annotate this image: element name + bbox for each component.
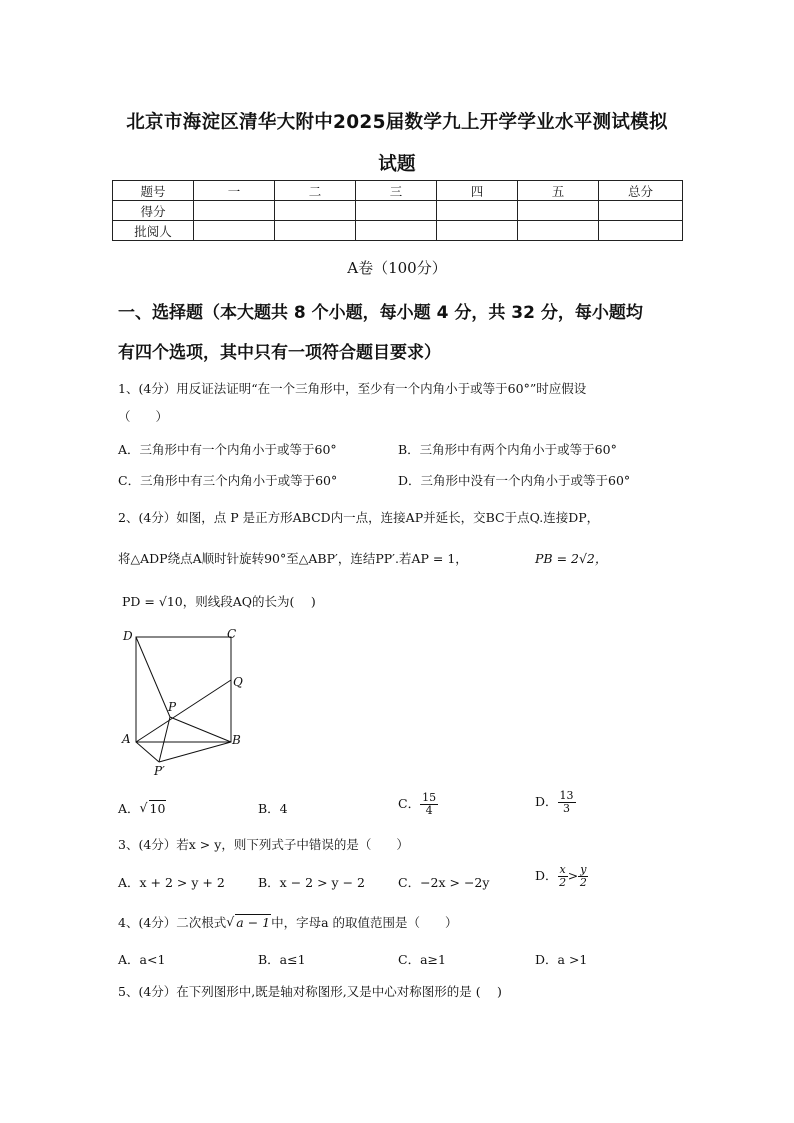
score-table-header-cell: 四 — [437, 181, 518, 201]
label-d: D — [123, 629, 133, 643]
option-a-radicand: 10 — [149, 801, 166, 816]
segment-pb — [170, 717, 231, 742]
label-q: Q — [233, 675, 243, 689]
question-3-option-a: A．x + 2 > y + 2 — [118, 875, 225, 890]
question-2-line3: PD = √10，则线段AQ的长为( ) — [122, 594, 316, 609]
score-table — [112, 180, 683, 241]
question-4-stem-a: 4、(4分）二次根式 — [118, 915, 227, 930]
question-2-option-d — [535, 790, 576, 815]
reviewer-cell — [437, 221, 518, 241]
segment-bp-prime — [159, 742, 231, 762]
score-table-header-cell: 三 — [356, 181, 437, 201]
score-cell — [599, 201, 683, 221]
question-4-radicand: a − 1 — [236, 915, 271, 930]
option-d-denominator: 3 — [563, 802, 571, 815]
score-cell — [356, 201, 437, 221]
option-d-left-denominator: 2 — [559, 876, 567, 889]
question-3-option-d — [535, 864, 588, 889]
score-cell — [275, 201, 356, 221]
label-a: A — [122, 732, 131, 746]
reviewer-cell — [275, 221, 356, 241]
score-table-header-cell: 总分 — [599, 181, 683, 201]
reviewer-cell — [194, 221, 275, 241]
question-4-option-b: B．a≤1 — [258, 952, 306, 967]
question-3-option-c: C．−2x > −2y — [398, 875, 490, 890]
score-cell — [437, 201, 518, 221]
score-cell — [518, 201, 599, 221]
score-cell — [194, 201, 275, 221]
question-5-stem: 5、(4分）在下列图形中,既是轴对称图形,又是中心对称图形的是 ( ) — [118, 984, 502, 999]
option-d-operator: > — [567, 868, 579, 883]
option-d-right-numerator: y — [580, 863, 587, 876]
segment-ap-prime — [136, 742, 159, 762]
page-title-line2: 试题 — [378, 154, 416, 175]
question-4-option-a: A．a<1 — [118, 952, 166, 967]
question-1-stem: 1、(4分）用反证法证明“在一个三角形中，至少有一个内角小于或等于60°”时应假设 — [118, 381, 587, 396]
question-4-option-d: D．a >1 — [535, 952, 588, 967]
score-table-header-cell: 一 — [194, 181, 275, 201]
score-table-row — [113, 201, 683, 221]
score-table-header-cell: 二 — [275, 181, 356, 201]
reviewer-cell — [599, 221, 683, 241]
question-2-line2: 将△ADP绕点A顺时针旋转90°至△ABP′，连结PP′.若AP = 1， — [118, 551, 468, 566]
option-c-prefix: C． — [398, 796, 421, 811]
option-d-right-denominator: 2 — [579, 876, 587, 889]
segment-aq — [136, 680, 231, 742]
score-table-header-cell: 题号 — [113, 181, 194, 201]
question-4-stem-b: 中，字母a 的取值范围是（ ） — [271, 915, 458, 930]
option-d-prefix: D． — [535, 868, 558, 883]
question-4-option-c: C．a≥1 — [398, 952, 446, 967]
option-a-prefix: A． — [118, 801, 140, 816]
segment-dp — [136, 637, 170, 717]
score-table-row — [113, 221, 683, 241]
option-d-left-numerator: x — [559, 863, 566, 876]
volume-title: A卷（100分） — [347, 259, 447, 277]
question-2-option-c — [398, 792, 438, 817]
question-2-option-a — [118, 799, 166, 817]
page-title-line1: 北京市海淀区清华大附中2025届数学九上开学学业水平测试模拟 — [126, 112, 668, 133]
section-heading-line1: 一、选择题（本大题共 8 个小题，每小题 4 分，共 32 分，每小题均 — [118, 303, 643, 323]
reviewer-cell — [356, 221, 437, 241]
question-2-line1: 2、(4分）如图，点 P 是正方形ABCD内一点，连接AP并延长，交BC于点Q.连接DP， — [118, 510, 600, 525]
label-c: C — [227, 627, 237, 641]
option-d-numerator: 13 — [559, 789, 574, 802]
section-heading-line2: 有四个选项，其中只有一项符合题目要求） — [118, 343, 441, 363]
question-4-stem — [118, 913, 458, 931]
question-1-option-d: D．三角形中没有一个内角小于或等于60° — [398, 473, 631, 488]
question-3-option-b: B．x − 2 > y − 2 — [258, 875, 365, 890]
option-c-numerator: 15 — [422, 791, 437, 804]
score-table-row-label: 得分 — [113, 201, 194, 221]
question-1-blank: （ ） — [118, 409, 169, 424]
question-1-option-b: B．三角形中有两个内角小于或等于60° — [398, 442, 617, 457]
question-1-option-c: C．三角形中有三个内角小于或等于60° — [118, 473, 338, 488]
score-table-row-label: 批阅人 — [113, 221, 194, 241]
label-p: P — [168, 700, 177, 714]
score-table-header-row — [113, 181, 683, 201]
option-c-denominator: 4 — [425, 804, 433, 817]
square-figure — [115, 625, 250, 780]
question-3-stem: 3、(4分）若x > y，则下列式子中错误的是（ ） — [118, 837, 409, 852]
question-1-option-a: A．三角形中有一个内角小于或等于60° — [118, 442, 337, 457]
reviewer-cell — [518, 221, 599, 241]
question-2-option-b: B．4 — [258, 801, 288, 816]
score-table-header-cell: 五 — [518, 181, 599, 201]
question-2-pb-value: PB = 2√2， — [535, 551, 608, 566]
label-p-prime: P′ — [154, 764, 165, 778]
option-d-prefix: D． — [535, 794, 558, 809]
label-b: B — [232, 733, 241, 747]
